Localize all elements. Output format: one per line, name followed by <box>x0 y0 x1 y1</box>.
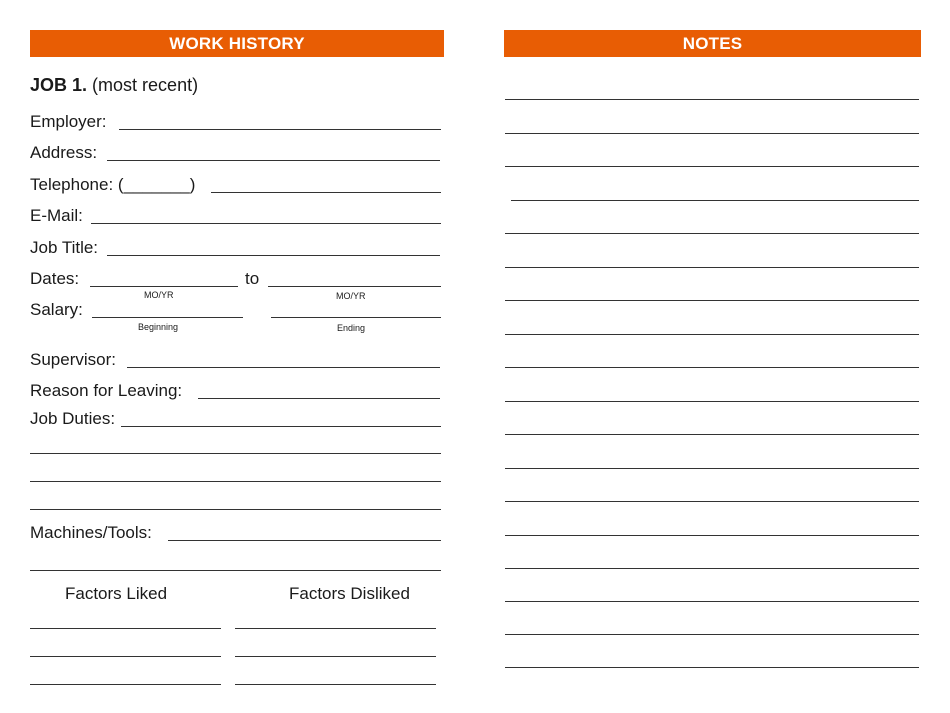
factors-liked-line-2[interactable] <box>30 656 221 657</box>
notes-line-15[interactable] <box>505 568 919 569</box>
dates-start-line[interactable] <box>90 286 238 287</box>
notes-line-5[interactable] <box>505 233 919 234</box>
reason-for-leaving-label: Reason for Leaving: <box>30 381 183 400</box>
telephone-field-line[interactable] <box>211 192 441 193</box>
notes-line-3[interactable] <box>505 166 919 167</box>
notes-line-12[interactable] <box>505 468 919 469</box>
notes-line-18[interactable] <box>505 667 919 668</box>
salary-ending-caption: Ending <box>337 323 366 333</box>
notes-line-14[interactable] <box>505 535 919 536</box>
salary-label: Salary: <box>30 300 83 319</box>
salary-ending-line[interactable] <box>271 317 441 318</box>
dates-end-line[interactable] <box>268 286 441 287</box>
notes-line-13[interactable] <box>505 501 919 502</box>
job-subheading: (most recent) <box>92 75 199 95</box>
notes-line-16[interactable] <box>505 601 919 602</box>
factors-disliked-line-2[interactable] <box>235 656 436 657</box>
email-label: E-Mail: <box>30 206 83 225</box>
email-field-line[interactable] <box>91 223 441 224</box>
notes-line-17[interactable] <box>505 634 919 635</box>
employer-label: Employer: <box>30 112 107 131</box>
factors-disliked-line-3[interactable] <box>235 684 436 685</box>
notes-line-8[interactable] <box>505 334 919 335</box>
factors-liked-line-3[interactable] <box>30 684 221 685</box>
work-history-banner: WORK HISTORY <box>30 30 444 57</box>
supervisor-label: Supervisor: <box>30 350 116 369</box>
employer-field-line[interactable] <box>119 129 441 130</box>
job-duties-field-line-1[interactable] <box>121 426 441 427</box>
dates-label: Dates: <box>30 269 80 288</box>
salary-beginning-line[interactable] <box>92 317 243 318</box>
job-duties-field-line-4[interactable] <box>30 509 441 510</box>
telephone-label: Telephone: (_______) <box>30 175 196 194</box>
notes-line-9[interactable] <box>505 367 919 368</box>
supervisor-field-line[interactable] <box>127 367 440 368</box>
job-number: JOB 1. <box>30 75 88 95</box>
address-field-line[interactable] <box>107 160 440 161</box>
reason-for-leaving-field-line[interactable] <box>198 398 440 399</box>
notes-line-11[interactable] <box>505 434 919 435</box>
job-heading <box>30 74 198 96</box>
factors-liked-heading: Factors Liked <box>65 584 168 603</box>
factors-disliked-line-1[interactable] <box>235 628 436 629</box>
machines-tools-label: Machines/Tools: <box>30 523 152 542</box>
job-duties-label: Job Duties: <box>30 409 116 428</box>
notes-line-6[interactable] <box>505 267 919 268</box>
notes-line-4[interactable] <box>511 200 919 201</box>
dates-end-mo-yr-caption: MO/YR <box>336 291 366 301</box>
notes-banner: NOTES <box>504 30 921 57</box>
machines-tools-field-line-2[interactable] <box>30 570 441 571</box>
notes-line-1[interactable] <box>505 99 919 100</box>
notes-line-2[interactable] <box>505 133 919 134</box>
dates-start-mo-yr-caption: MO/YR <box>144 290 174 300</box>
salary-beginning-caption: Beginning <box>138 322 179 332</box>
machines-tools-field-line-1[interactable] <box>168 540 441 541</box>
notes-line-7[interactable] <box>505 300 919 301</box>
factors-liked-line-1[interactable] <box>30 628 221 629</box>
dates-to-label: to <box>245 269 260 288</box>
address-label: Address: <box>30 143 98 162</box>
job-duties-field-line-2[interactable] <box>30 453 441 454</box>
job-duties-field-line-3[interactable] <box>30 481 441 482</box>
notes-line-10[interactable] <box>505 401 919 402</box>
job-title-label: Job Title: <box>30 238 99 257</box>
job-title-field-line[interactable] <box>107 255 440 256</box>
factors-disliked-heading: Factors Disliked <box>289 584 410 603</box>
